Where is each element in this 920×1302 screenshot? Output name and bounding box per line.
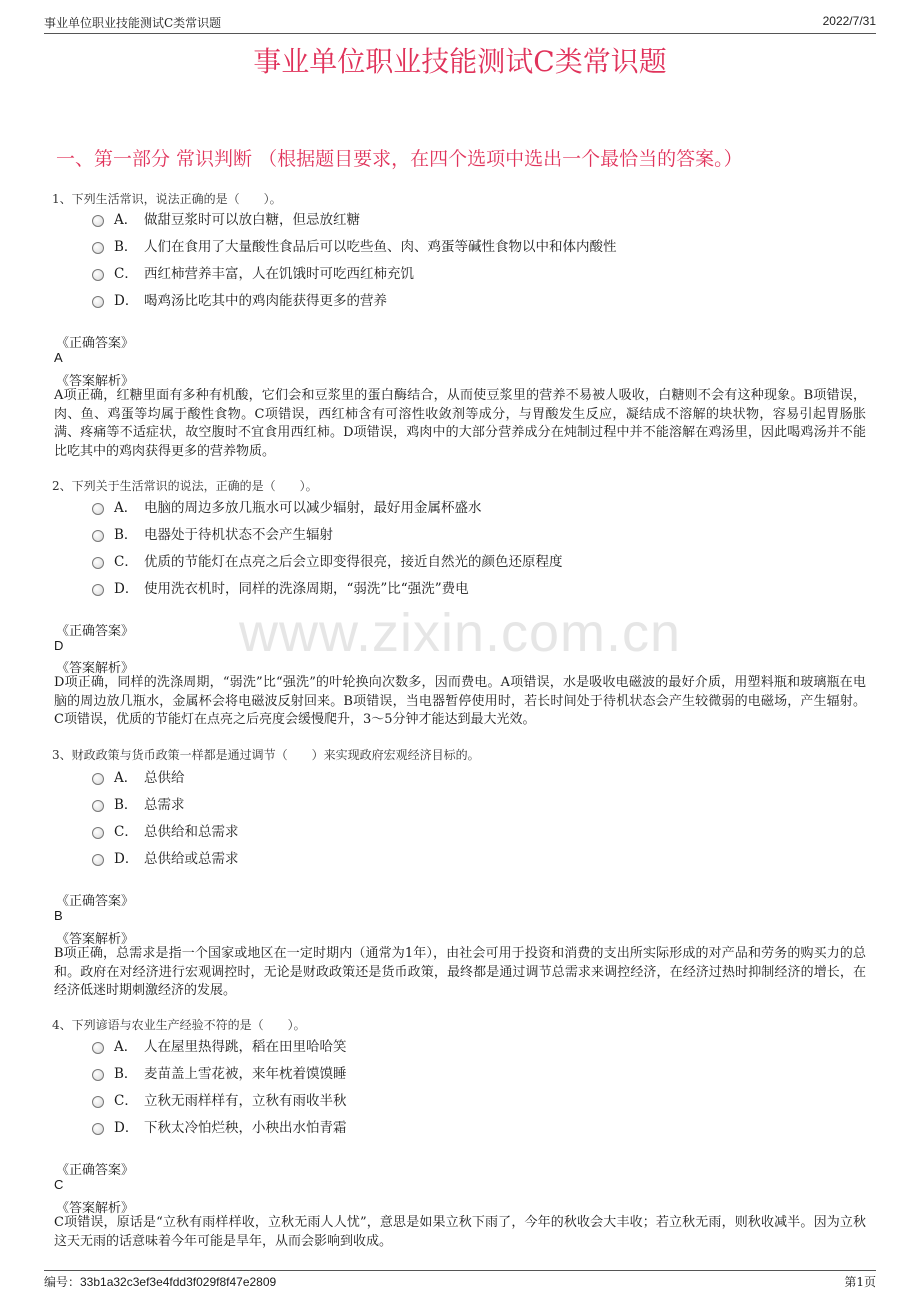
radio-button[interactable]: [92, 557, 104, 569]
radio-button[interactable]: [92, 242, 104, 254]
correct-answer: B: [54, 908, 63, 923]
option-a[interactable]: [92, 1035, 347, 1055]
option-letter: D．: [114, 851, 139, 867]
option-letter: D．: [114, 293, 139, 309]
question-stem: 3、财政政策与货币政策一样都是通过调节（ ）来实现政府宏观经济目标的。: [52, 748, 480, 762]
option-d[interactable]: [92, 847, 239, 867]
explanation-text: A项正确，红糖里面有多种有机酸，它们会和豆浆里的蛋白酶结合，从而使豆浆里的营养不易被人吸收，白糖则不会有这种现象。B项错误，肉、鱼、鸡蛋等均属于酸性食物。C项错误，西红柿含有可溶性收敛剂等成分，与胃酸发生反应，凝结成不溶解的块状物，容易引起胃肠胀满、疼痛等不适症状，故空腹时不宜食用西红柿。D项错误，鸡肉中的大部分营养成分在炖制过程中并不能溶解在鸡汤里，因此喝鸡汤并不能比吃其中的鸡肉获得更多的营养物质。: [54, 388, 866, 459]
radio-button[interactable]: [92, 584, 104, 596]
option-b[interactable]: [92, 793, 185, 813]
answer-label: 《正确答案》: [56, 894, 135, 909]
option-text: 总供给: [144, 770, 185, 786]
watermark: www.zixin.com.cn: [238, 603, 682, 663]
option-text: 使用洗衣机时，同样的洗涤周期，“弱洗”比“强洗”费电: [144, 581, 469, 597]
question-stem: 2、下列关于生活常识的说法，正确的是（ ）。: [52, 479, 318, 493]
radio-button[interactable]: [92, 1042, 104, 1054]
radio-button[interactable]: [92, 1096, 104, 1108]
option-text: 人在屋里热得跳，稻在田里哈哈笑: [144, 1039, 347, 1055]
option-letter: D．: [114, 1120, 139, 1136]
explanation-label: 《答案解析》: [56, 1201, 135, 1216]
option-text: 电脑的周边多放几瓶水可以减少辐射，最好用金属杯盛水: [144, 500, 482, 516]
option-letter: C．: [114, 824, 138, 840]
option-b[interactable]: [92, 235, 617, 255]
page-number: 第1页: [844, 1275, 876, 1289]
radio-button[interactable]: [92, 269, 104, 281]
option-d[interactable]: [92, 1116, 347, 1136]
option-text: 总需求: [144, 797, 185, 813]
radio-button[interactable]: [92, 530, 104, 542]
option-letter: C．: [114, 266, 138, 282]
option-a[interactable]: [92, 766, 185, 786]
option-letter: A．: [114, 770, 138, 786]
option-text: 电器处于待机状态不会产生辐射: [144, 527, 333, 543]
option-text: 总供给或总需求: [144, 851, 239, 867]
explanation-text: B项正确，总需求是指一个国家或地区在一定时期内（通常为1年），由社会可用于投资和消费的支出所实际形成的对产品和劳务的购买力的总和。政府在对经济进行宏观调控时，无论是财政政策还是货币政策，最终都是通过调节总需求来调控经济，在经济过热时抑制经济的增长，在经济低迷时期刺激经济的发展。: [54, 946, 866, 998]
option-a[interactable]: [92, 208, 360, 228]
option-c[interactable]: [92, 1089, 347, 1109]
option-text: 做甜豆浆时可以放白糖，但忌放红糖: [144, 212, 360, 228]
explanation-label: 《答案解析》: [56, 374, 135, 389]
header-divider: [44, 33, 876, 34]
option-text: 西红柿营养丰富，人在饥饿时可吃西红柿充饥: [144, 266, 414, 282]
answer-label: 《正确答案》: [56, 624, 135, 639]
option-text: 立秋无雨样样有，立秋有雨收半秋: [144, 1093, 347, 1109]
option-letter: B．: [114, 527, 138, 543]
option-letter: B．: [114, 1066, 138, 1082]
radio-button[interactable]: [92, 503, 104, 515]
radio-button[interactable]: [92, 1123, 104, 1135]
footer-divider: [44, 1270, 876, 1271]
radio-button[interactable]: [92, 800, 104, 812]
explanation-text: C项错误，原话是“立秋有雨样样收，立秋无雨人人忧”，意思是如果立秋下雨了，今年的秋收会大丰收；若立秋无雨，则秋收减半。因为立秋这天无雨的话意味着今年可能是旱年，从而会影响到收成。: [54, 1215, 866, 1249]
radio-button[interactable]: [92, 1069, 104, 1081]
option-b[interactable]: [92, 523, 333, 543]
option-letter: C．: [114, 554, 138, 570]
section-heading: 一、第一部分 常识判断 （根据题目要求，在四个选项中选出一个最恰当的答案。）: [56, 148, 743, 170]
option-text: 喝鸡汤比吃其中的鸡肉能获得更多的营养: [144, 293, 387, 309]
radio-button[interactable]: [92, 296, 104, 308]
option-text: 下秋太冷怕烂秧，小秧出水怕青霜: [144, 1120, 347, 1136]
page-title: 事业单位职业技能测试C类常识题: [253, 45, 667, 78]
correct-answer: D: [54, 638, 64, 653]
option-letter: B．: [114, 797, 138, 813]
radio-button[interactable]: [92, 773, 104, 785]
explanation-label: 《答案解析》: [56, 661, 135, 676]
radio-button[interactable]: [92, 854, 104, 866]
option-text: 麦苗盖上雪花被，来年枕着馍馍睡: [144, 1066, 347, 1082]
question-stem: 4、下列谚语与农业生产经验不符的是（ ）。: [52, 1018, 306, 1032]
explanation-label: 《答案解析》: [56, 932, 135, 947]
header-date: 2022/7/31: [822, 14, 876, 28]
option-letter: A．: [114, 500, 138, 516]
option-d[interactable]: [92, 577, 469, 597]
option-text: 优质的节能灯在点亮之后会立即变得很亮，接近自然光的颜色还原程度: [144, 554, 563, 570]
correct-answer: A: [54, 350, 63, 365]
option-letter: D．: [114, 581, 139, 597]
radio-button[interactable]: [92, 827, 104, 839]
option-letter: A．: [114, 1039, 138, 1055]
question-stem: 1、下列生活常识，说法正确的是（ ）。: [52, 192, 282, 206]
option-text: 总供给和总需求: [144, 824, 239, 840]
radio-button[interactable]: [92, 215, 104, 227]
answer-label: 《正确答案》: [56, 336, 135, 351]
document-code: 编号：33b1a32c3ef3e4fdd3f029f8f47e2809: [44, 1275, 277, 1289]
option-b[interactable]: [92, 1062, 347, 1082]
answer-label: 《正确答案》: [56, 1163, 135, 1178]
option-letter: C．: [114, 1093, 138, 1109]
header-doc-name: 事业单位职业技能测试C类常识题: [44, 16, 222, 30]
option-letter: B．: [114, 239, 138, 255]
option-letter: A．: [114, 212, 138, 228]
explanation-text: D项正确，同样的洗涤周期，“弱洗”比“强洗”的叶轮换向次数多，因而费电。A项错误，水是吸收电磁波的最好介质，用塑料瓶和玻璃瓶在电脑的周边放几瓶水，金属杯会将电磁波反射回来。B项错误，当电器暂停使用时，若长时间处于待机状态会产生较微弱的电磁场，产生辐射。C项错误，优质的节能灯在点亮之后亮度会缓慢爬升，3～5分钟才能达到最大光效。: [54, 675, 866, 727]
correct-answer: C: [54, 1177, 64, 1192]
option-c[interactable]: [92, 262, 414, 282]
option-a[interactable]: [92, 496, 482, 516]
option-c[interactable]: [92, 550, 563, 570]
option-text: 人们在食用了大量酸性食品后可以吃些鱼、肉、鸡蛋等碱性食物以中和体内酸性: [144, 239, 617, 255]
option-c[interactable]: [92, 820, 239, 840]
option-d[interactable]: [92, 289, 387, 309]
